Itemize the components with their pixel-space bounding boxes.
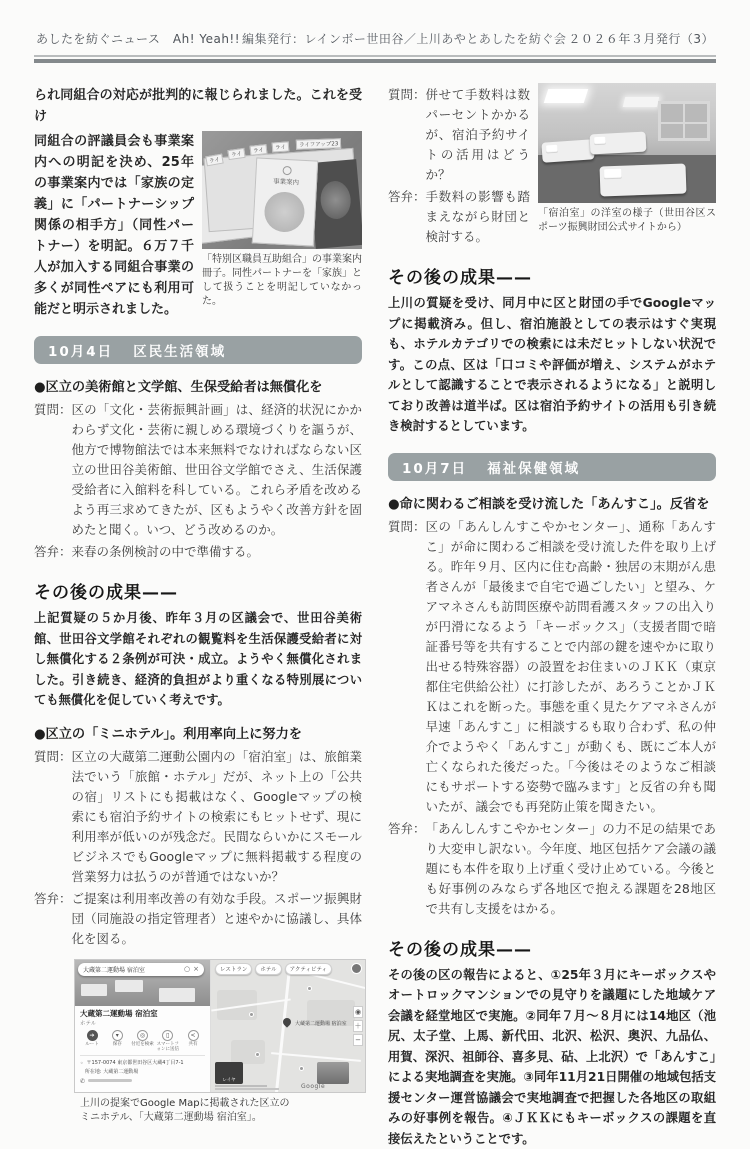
maps-place-title: 大蔵第二運動場 宿泊室	[80, 1009, 205, 1018]
newsletter-title: あしたを紡ぐニュース Ah! Yeah!!	[36, 30, 240, 47]
maps-address-row	[75, 1059, 210, 1068]
photo-thumbnail	[317, 1062, 349, 1084]
save-button: ▾ 保存	[105, 1030, 129, 1052]
question-text: 併せて手数料は数パーセントかかるが、宿泊予約サイトの活用はどうか？	[426, 85, 530, 185]
section-badge-oct7	[388, 453, 716, 481]
cover-logo-icon	[282, 166, 291, 175]
booklet-front-cover	[252, 157, 318, 246]
section-category: 福祉保健領域	[487, 457, 580, 477]
chip-hotels: ホテル	[255, 963, 281, 975]
result-body: その後の区の報告によると、①25年３月にキーボックスやオートロックマンションでの見守りを議題にした地域ケア会議を経堂地区で実施。②同年７月〜８月には14地区（池尻、太子堂、上馬、新代田、北沢、松沢、奥沢、九品仏、用賀、深沢、祖師谷、喜多見、砧、上北沢）で「あんすこ」による実地調査を実施。③同年11月21日開催の地域包括支援センター運営協議会で実地調査で把握した各地区の取組みの好事例を報告。④ＪＫＫにもキーボックスの課題を直接伝えたということです。	[388, 965, 716, 1149]
maps-location-text: 所在地: 大蔵第二運動場	[85, 1069, 138, 1076]
header-rule-thick	[34, 59, 716, 63]
booklet-tab: ライ	[250, 144, 268, 156]
section-date: 10月7日	[402, 457, 467, 477]
left-column	[34, 83, 362, 1149]
answer-label: 答弁：	[34, 889, 72, 949]
share-button: < 共有	[181, 1030, 205, 1052]
compass-icon: ◉	[353, 1006, 363, 1018]
section-date: 10月4日	[48, 340, 113, 360]
topic-headline: ●区立の「ミニホテル」。利用率向上に努力を	[34, 723, 362, 742]
maps-address: 〒157-0074 東京都世田谷区大蔵4丁目7-1	[87, 1060, 184, 1067]
question-label: 質問：	[388, 85, 426, 185]
answer-text: 手数料の影響も踏まえながら財団と検討する。	[426, 187, 530, 247]
header-rule-thin	[34, 55, 716, 57]
question-label: 質問：	[34, 747, 72, 887]
answer-text: 来春の条例検討の中で準備する。	[72, 542, 362, 562]
question-block	[388, 517, 716, 817]
send-to-phone-button: ▯ スマートフォンに送信	[156, 1030, 180, 1052]
search-icon: ○	[184, 965, 190, 973]
question-text: 区の「文化・芸術振興計画」は、経済的状況にかかわらず文化・芸術に親しめる環境づくりを謳うが、他方で博物館法では本来無料でなければならない区立の世田谷美術館、世田谷文学館でさえ、生活保護受給者に入館料を科している。これら矛盾を改めるよう再三求めてきたが、区もようやく改善方針を固めたと聞く。いつ、どう改めるのか。	[72, 400, 362, 540]
map-zoom-controls	[353, 1006, 363, 1048]
zoom-out-button: −	[353, 1034, 363, 1046]
publisher-line: 編集発行：レインボー世田谷／上川あやとあしたを紡ぐ会	[242, 30, 566, 47]
question-text: 区立の大蔵第二運動公園内の「宿泊室」は、旅館業法でいう「旅館・ホテル」だが、ネット上の「公共の宿」リストにも掲載はなく、Googleマップの検索にも宿泊予約サイトの検索にもヒットせず、現に利用率が低いのが残念だ。民間ならいかにスモールビジネスでもGoogleマップに無料掲載する程度の営業努力は払うのが普通ではないか？	[72, 747, 362, 887]
maps-search-input: 大蔵第二運動場 宿泊室	[83, 965, 181, 974]
result-title: その後の成果——	[388, 935, 716, 960]
booklet-tab: ライ	[227, 148, 245, 160]
question-block	[34, 400, 362, 540]
question-block	[34, 747, 362, 887]
map-attribution	[215, 1085, 267, 1087]
intro-first-line: られ同組合の対応が批判的に報じられました。これを受け	[34, 85, 362, 127]
share-icon: <	[188, 1030, 199, 1041]
chip-restaurants: レストラン	[215, 963, 252, 975]
maps-place-panel	[75, 960, 211, 1092]
maps-location-row	[75, 1068, 210, 1077]
answer-block	[34, 889, 362, 949]
section-category: 区民生活領域	[133, 340, 226, 360]
answer-block	[388, 819, 716, 919]
layers-thumbnail	[215, 1062, 243, 1084]
maps-phone-row	[75, 1077, 210, 1086]
maps-search-box	[78, 963, 204, 976]
answer-block	[388, 187, 530, 247]
cover-photo-blob	[263, 191, 305, 233]
right-column	[388, 83, 716, 1149]
room-photo-caption: 「宿泊室」の洋室の様子（世田谷区スポーツ振興財団公式サイトから）	[538, 207, 716, 235]
booklet-tab: ライ	[272, 141, 290, 152]
nearby-icon: ◎	[137, 1030, 148, 1041]
answer-text: ご提案は利用率改善の有効な手段。スポーツ振興財団（同施設の指定管理者）と速やかに協議し、具体化を図る。	[72, 889, 362, 949]
close-icon: ×	[193, 965, 199, 973]
booklet-tab: ライフアップ23	[296, 138, 342, 150]
topic-headline: ●命に関わるご相談を受け流した「あんすこ」。反省を	[388, 493, 716, 512]
booklets-caption: 「特別区職員互助組合」の事業案内冊子。同性パートナーを「家族」として扱うことを明記していなかった。	[202, 253, 362, 309]
result-body: 上川の質疑を受け、同月中に区と財団の手でGoogleマップに掲載済み。但し、宿泊施設としての表示はすぐ実現も、ホテルカテゴリでの検索には未だヒットしない状況です。この点、区は「口コミや評価が増え、システムがホテルとして認識することで表示されるようになる」と説明しており改善は道半ば。区は宿泊予約サイトの活用も引き続き検討するとしています。	[388, 293, 716, 437]
issue-date: ２０２６年３月発行（3）	[568, 30, 714, 47]
section-badge-oct4	[34, 336, 362, 364]
maps-action-buttons	[80, 1030, 205, 1052]
phone-icon: ▯	[162, 1030, 173, 1041]
zoom-in-button: ＋	[353, 1020, 363, 1032]
maps-caption: 上川の提案でGoogle Mapに掲載された区立の ミニホテル、「大蔵第二運動場 宿泊室」。	[80, 1097, 362, 1125]
question-label: 質問：	[388, 517, 426, 817]
maps-place-type: ホテル	[80, 1019, 205, 1027]
building-icon	[80, 1069, 82, 1076]
question-text: 区の「あんしんすこやかセンター」、通称「あんすこ」が命に関わるご相談を受け流した件を取り上げる。昨年９月、区内に住む高齢・独居の末期がん患者さんが「最後まで自宅で過ごしたい」と望み、ケアマネさんも訪問医療や訪問看護スタッフの出入りが円滑になるよう「キーボックス」（支援者間で暗証番号等を共有することで内部の鍵を速やかに取り出せる特殊容器）の設置をお住まいのＪＫＫ（東京都住宅供給公社）に打診したが、あろうことかＪＫＫはこれを断った。事態を重く見たケアマネさんが早速「あんすこ」に相談するも取り合わず、私の仲介でようやく「あんすこ」が動くも、既にご本人が亡くなられた後だった。「今後はそのようなご相談にもサポートする姿勢で臨みます」と反省の弁も聞いたが、議会でも再発防止策を聞きたい。	[426, 517, 716, 817]
map-pin-label: 大蔵第二運動場 宿泊室	[295, 1020, 347, 1027]
account-avatar	[351, 963, 362, 974]
cover-title: 事業案内	[256, 175, 316, 187]
directions-button: ➔ ルート	[80, 1030, 104, 1052]
page-header	[34, 0, 716, 55]
maps-map-area	[211, 960, 365, 1092]
phone-number-redacted	[88, 1079, 132, 1082]
google-maps-screenshot	[74, 959, 366, 1093]
location-pin-icon: ◦	[80, 1060, 84, 1067]
bookmark-icon: ▾	[112, 1030, 123, 1041]
map-attribution	[215, 1088, 279, 1090]
answer-label: 答弁：	[388, 187, 426, 247]
result-title: その後の成果——	[388, 263, 716, 288]
answer-label: 答弁：	[34, 542, 72, 562]
question-label: 質問：	[34, 400, 72, 540]
nearby-button: ◎ 付近を検索	[131, 1030, 155, 1052]
result-title: その後の成果——	[34, 578, 362, 603]
directions-icon: ➔	[87, 1030, 98, 1041]
booklet-tab: ライ	[205, 154, 223, 167]
maps-filter-chips	[215, 963, 332, 975]
phone-icon: ✆	[80, 1078, 85, 1085]
question-block	[388, 85, 530, 185]
result-body: 上記質疑の５か月後、昨年３月の区議会で、世田谷美術館、世田谷文学館それぞれの観覧料を生活保護受給者に対し無償化する２条例が可決・成立。ようやく無償化されました。引き続き、経済的負担がより重くなる特別展についても無償化を促していく考えです。	[34, 608, 362, 711]
topic-headline: ●区立の美術館と文学館、生保受給者は無償化を	[34, 376, 362, 395]
answer-text: 「あんしんすこやかセンター」の力不足の結果であり大変申し訳ない。今年度、地区包括ケア会議の議題にも本件を取り上げ重く受け止めている。今後とも好事例のみならず各地区で抱える課題を28地区で共有し支援をはかる。	[426, 819, 716, 919]
answer-label: 答弁：	[388, 819, 426, 919]
intro-body: 同組合の評議員会も事業案内への明記を決め、25年の事業案内では「家族の定義」に「パートナーシップ関係の相手方」（同性パートナー）を明記。６万７千人が加入する同組合事業の多くが同性ペアにも利用可能だと明示されました。	[34, 131, 194, 320]
answer-block	[34, 542, 362, 562]
booklets-photo	[202, 131, 362, 249]
layers-label: レイヤ	[215, 1077, 243, 1083]
chip-activities: アクティビティ	[285, 963, 332, 975]
google-watermark: Google	[301, 1083, 325, 1090]
hotel-room-photo	[538, 83, 716, 203]
